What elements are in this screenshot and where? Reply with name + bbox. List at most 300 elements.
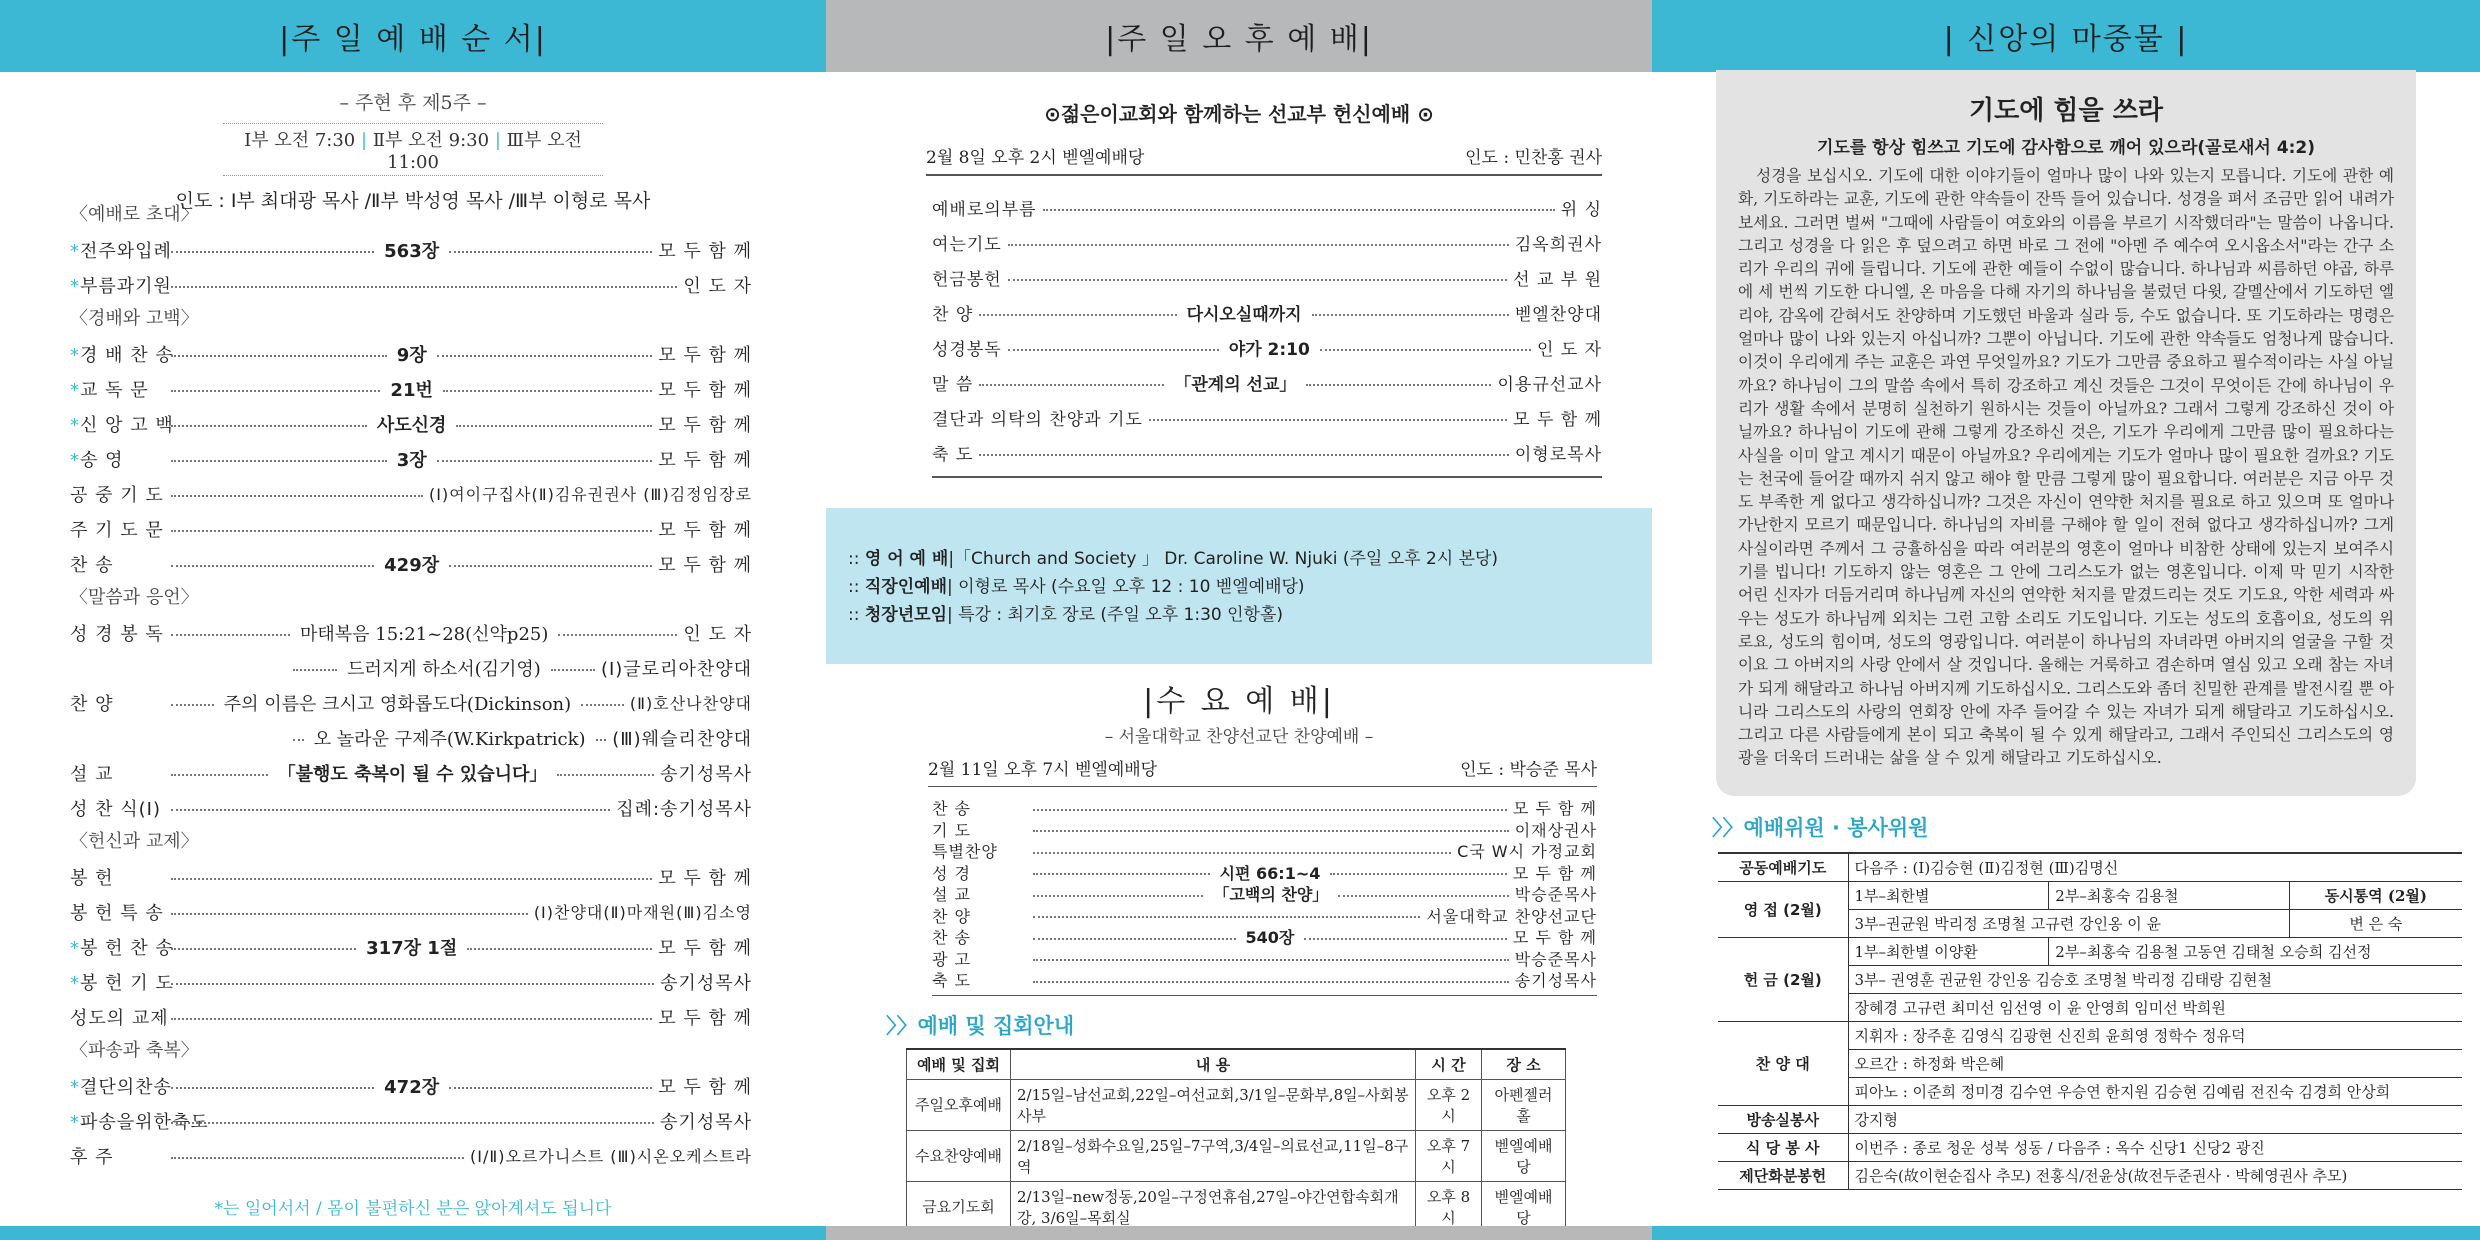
volunteer-cell: 강지형 xyxy=(1848,1106,2462,1134)
guide-col-header: 시 간 xyxy=(1416,1049,1482,1080)
guide-cell: 아펜젤러홀 xyxy=(1482,1079,1566,1130)
service-leaders: 인도 : Ⅰ부 최대광 목사 /Ⅱ부 박성영 목사 /Ⅲ부 이형로 목사 xyxy=(175,190,651,212)
order-row xyxy=(70,1138,752,1173)
order-row xyxy=(70,371,752,406)
leader-dots xyxy=(979,384,1164,386)
program-label: 찬 양 xyxy=(932,906,971,926)
order-label xyxy=(70,551,165,577)
leader-dots xyxy=(1033,852,1451,854)
leader-dots xyxy=(171,878,652,880)
program-detail: 다시오실때까지 xyxy=(1183,300,1306,325)
program-row xyxy=(932,295,1602,330)
program-row xyxy=(932,435,1602,470)
leader-dots xyxy=(449,251,652,253)
leader-dots xyxy=(171,565,374,567)
announcement-key: 영 어 예 배 xyxy=(864,549,949,569)
required-mark: * xyxy=(70,344,80,366)
program-leader: 송기성목사 xyxy=(1514,971,1597,991)
required-mark: * xyxy=(70,937,80,959)
program-leader: 선 교 부 원 xyxy=(1513,270,1602,290)
guide-cell: 수요찬양예배 xyxy=(907,1130,1011,1181)
order-row xyxy=(70,406,752,441)
order-row xyxy=(70,336,752,371)
mission-date: 2월 8일 오후 2시 벧엘예배당 xyxy=(926,148,1145,168)
program-row xyxy=(932,819,1597,841)
leader-dots xyxy=(1008,244,1509,246)
order-label-text: 송 영 xyxy=(80,449,124,471)
program-label: 특별찬양 xyxy=(932,842,998,862)
section-label: 〈파송과 축복〉 xyxy=(70,1040,199,1061)
wednesday-title: |수 요 예 배| xyxy=(1143,684,1335,719)
order-label xyxy=(70,864,165,890)
program-leader: 이용규선교사 xyxy=(1497,375,1603,395)
leader-dots xyxy=(171,948,356,950)
order-leader: 모 두 함 께 xyxy=(658,1007,752,1029)
order-detail: 마태복음 15:21~28(신약p25) xyxy=(296,620,552,646)
order-detail: 사도신경 xyxy=(373,411,451,437)
program-leader: 모 두 함 께 xyxy=(1513,410,1602,430)
guide-cell: 주일오후예배 xyxy=(907,1079,1011,1130)
leader-dots xyxy=(443,390,652,392)
required-mark: * xyxy=(70,379,80,401)
order-label-text: 전주와입례 xyxy=(80,240,172,262)
volunteer-title: 〉〉예배위원 · 봉사위원 xyxy=(1712,816,1929,840)
order-leader: 인 도 자 xyxy=(683,275,752,297)
order-label-text: 파송을위한축도 xyxy=(80,1111,209,1133)
leader-dots xyxy=(171,1087,374,1089)
program-row xyxy=(932,840,1597,862)
program-detail: 540장 xyxy=(1242,925,1299,948)
guide-col-header: 내 용 xyxy=(1011,1049,1416,1080)
order-leader: 모 두 함 께 xyxy=(658,414,752,436)
guide-cell: 오후 2시 xyxy=(1416,1079,1482,1130)
order-leader: 모 두 함 께 xyxy=(658,867,752,889)
program-label: 결단과 의탁의 찬양과 기도 xyxy=(932,410,1143,430)
sunday-order-header: |주 일 예 배 순 서| xyxy=(0,0,826,72)
program-label: 성경봉독 xyxy=(932,340,1002,360)
time-1: Ⅰ부 오전 7:30 xyxy=(244,130,356,151)
volunteer-row xyxy=(1718,1162,2462,1190)
order-label-text: 신 앙 고 백 xyxy=(80,414,174,436)
service-announcement xyxy=(848,600,1652,628)
devotional-verse: 기도를 항상 힘쓰고 기도에 감사함으로 깨어 있으라(골로새서 4:2) xyxy=(1817,138,2315,158)
required-mark: * xyxy=(70,275,80,297)
order-leader: (Ⅰ/Ⅱ)오르가니스트 (Ⅲ)시온오케스트라 xyxy=(470,1147,752,1166)
program-leader: C국 W시 가정교회 xyxy=(1457,842,1597,862)
program-label: 축 도 xyxy=(932,971,971,991)
leader-dots xyxy=(1008,349,1219,351)
order-label xyxy=(70,237,172,263)
time-2: Ⅱ부 오전 9:30 xyxy=(372,130,490,151)
leader-dots xyxy=(1033,916,1420,918)
guide-cell: 금요기도회 xyxy=(907,1181,1011,1232)
order-label xyxy=(70,516,165,542)
volunteer-row xyxy=(1718,1022,2462,1050)
guide-body xyxy=(907,1079,1566,1232)
program-row xyxy=(932,330,1602,365)
order-leader: 모 두 함 께 xyxy=(658,937,753,959)
program-label: 여는기도 xyxy=(932,235,1002,255)
program-leader: 김옥희권사 xyxy=(1514,235,1602,255)
program-label: 성 경 xyxy=(932,863,971,883)
program-row xyxy=(932,883,1597,905)
leader-dots xyxy=(171,460,387,462)
order-leader: (Ⅲ)웨슬리찬양대 xyxy=(612,728,753,750)
volunteer-cell: 1부–최한별 xyxy=(1848,882,2049,910)
wednesday-leader: 인도 : 박승준 목사 xyxy=(1460,760,1597,780)
order-detail: 429장 xyxy=(380,551,443,577)
order-label-text: 찬 송 xyxy=(70,554,114,576)
guide-cell: 오후 7시 xyxy=(1416,1130,1482,1181)
order-leader: (Ⅱ)호산나찬양대 xyxy=(629,694,752,713)
order-label-text: 봉 헌 특 송 xyxy=(70,902,164,924)
program-rule xyxy=(932,476,1602,478)
order-label-text: 성 경 봉 독 xyxy=(70,623,164,645)
order-leader: 인 도 자 xyxy=(683,623,752,645)
volunteer-cell: 2부–최홍숙 김용철 고동연 김태철 오승희 김선정 xyxy=(2049,938,2462,966)
order-label-text: 공 중 기 도 xyxy=(70,484,164,506)
leader-dots xyxy=(1312,314,1509,316)
order-row xyxy=(70,546,752,581)
order-label-text: 후 주 xyxy=(70,1146,114,1168)
volunteer-cell: 장혜경 고규련 최미선 임선영 이 윤 안영희 임미선 박희원 xyxy=(1848,994,2462,1022)
sunday-order-panel xyxy=(0,0,826,1240)
program-leader: 서울대학교 찬양선교단 xyxy=(1426,906,1597,926)
guide-row xyxy=(907,1130,1566,1181)
mission-service xyxy=(826,72,1652,508)
order-detail: 3장 xyxy=(393,446,431,472)
program-label: 예배로의부름 xyxy=(932,200,1037,220)
program-leader: 모 두 함 께 xyxy=(1512,799,1597,819)
program-label: 헌금봉헌 xyxy=(932,270,1002,290)
announcement-key: 직장인예배 xyxy=(864,577,947,597)
order-label-text: 봉 헌 찬 송 xyxy=(80,937,174,959)
leader-dots xyxy=(1033,830,1509,832)
leader-dots xyxy=(557,774,654,776)
guide-cell: 오후 8시 xyxy=(1416,1181,1482,1232)
service-announcement xyxy=(848,544,1652,572)
program-row xyxy=(932,797,1597,819)
leader-dots xyxy=(1330,873,1507,875)
order-row xyxy=(70,615,752,650)
order-row xyxy=(70,267,752,302)
order-leader: 송기성목사 xyxy=(660,972,752,994)
order-row xyxy=(70,790,752,825)
guide-row xyxy=(907,1079,1566,1130)
announcement-text: | 이형로 목사 (수요일 오후 12 : 10 벧엘예배당) xyxy=(947,577,1305,597)
devotional-panel xyxy=(1652,0,2480,1240)
program-row xyxy=(932,948,1597,970)
program-row xyxy=(932,190,1602,225)
program-label: 말 씀 xyxy=(932,375,974,395)
order-label xyxy=(70,1073,172,1099)
order-row-continued xyxy=(70,720,752,755)
order-leader: (Ⅰ)찬양대(Ⅱ)마재원(Ⅲ)김소영 xyxy=(533,903,752,922)
guide-cell: 2/15일–남선교회,22일–여선교회,3/1일–문화부,8일–사회봉사부 xyxy=(1011,1079,1416,1130)
volunteer-role: 헌 금 (2월) xyxy=(1718,938,1848,1022)
required-mark: * xyxy=(70,1076,80,1098)
order-label-text: 찬 양 xyxy=(70,693,114,715)
program-leader: 인 도 자 xyxy=(1536,340,1603,360)
leader-dots xyxy=(437,460,653,462)
order-label xyxy=(70,411,174,437)
guide-col-header: 예배 및 집회 xyxy=(907,1049,1011,1080)
leader-dots xyxy=(1304,938,1507,940)
volunteer-table xyxy=(1718,852,2462,1190)
order-label xyxy=(70,795,165,821)
order-row-continued xyxy=(70,650,752,685)
time-sep: | xyxy=(361,130,368,151)
volunteer-cell: 동시통역 (2월) xyxy=(2289,882,2462,910)
leader-dots xyxy=(171,1122,654,1124)
order-label-text: 봉 헌 기 도 xyxy=(80,972,174,994)
required-mark: * xyxy=(70,240,80,262)
standing-note: *는 일어서서 / 몸이 불편하신 분은 앉아계셔도 됩니다 xyxy=(214,1199,612,1219)
volunteer-role: 제단화분봉헌 xyxy=(1718,1162,1848,1190)
guide-cell: 2/13일–new정동,20일–구정연휴쉼,27일–야간연합속회개강, 3/6일–목회실 xyxy=(1011,1181,1416,1232)
order-detail: 오 놀라운 구제주(W.Kirkpatrick) xyxy=(310,725,590,751)
required-mark: * xyxy=(70,972,80,994)
volunteer-row xyxy=(1718,882,2462,910)
devotional-header: | 신앙의 마중물 | xyxy=(1652,0,2480,72)
leader-dots xyxy=(171,913,528,915)
leader-dots xyxy=(1008,279,1507,281)
program-label: 축 도 xyxy=(932,445,974,465)
program-row xyxy=(932,926,1597,948)
order-label-text: 설 교 xyxy=(70,763,114,785)
program-leader: 이재상권사 xyxy=(1514,820,1597,840)
wednesday-date: 2월 11일 오후 7시 벧엘예배당 xyxy=(928,760,1158,780)
program-leader: 위 싱 xyxy=(1560,200,1602,220)
leader-dots xyxy=(979,314,1176,316)
devotional-body: 성경을 보십시오. 기도에 대한 이야기들이 얼마나 많이 나와 있는지 모릅니다. 기도에 관한 예화, 기도하라는 교훈, 기도에 관한 약속들이 잔뜩 들어 있습니다. 성경을 펴서 조금만 읽어 내려가 보세요. 그러면 벌써 "그때에 사람들이 여호와의 이름을 부르기 시작했더라"는 말씀이 나옵니다. 그리고 성경을 다 읽은 후 덮으려고 하면 바로 그 전에 "아멘 주 예수여 오시옵소서"라는 간구 소리가 우리의 귀에 들립니다. 기도에 관한 예들이 수없이 많습니다. 하나님과 씨름하던 야곱, 하루에 세 번씩 기도한 다니엘, 온 마음을 다해 자기의 하나님을 불렀던 다윗, 갈멜산에서 기도하던 엘리야, 감옥에 갇혀서도 찬양하며 기도했던 바울과 실라 등, 수도 없습니다. 또 기도하라는 명령은 얼마나 많이 나와 있는지 아십니까? 그뿐이 아닙니다. 기도에 관한 약속들도 엄청나게 많습니다. 이것이 우리에게 주는 교훈은 과연 무엇일까요? 기도가 그만큼 중요하고 필수적이라는 사실 아닐까요? 하나님이 그의 말씀 속에서 특히 강조하고 계신 것들은 그것이 무엇이든 간에 하나님이 우리가 생활 속에서 분명히 실천하기 원하시는 것들이 아닐까요? 그래서 그렇게 강조하신 것이 아닐까요? 하나님이 기도에 관해 그렇게 강조하신 것은, 기도가 우리에게 그만큼 많이 필요하다는 사실을 이미 알고 계시기 때문이 아닐까요? 우리에게는 기도가 얼마나 많이 필요한 걸까요? 기도는 천국에 들어갈 때까지 쉬지 않고 해야 할 만큼 그렇게 많이 필요합니다. 여러분은 지금 아무 것도 부족한 게 없다고 생각하십니까? 그것은 자신이 연약한 처지를 필요로 하고 있으며 또 얼마나 가난한지 모르기 때문입니다. 하나님의 자비를 구해야 할 일이 전혀 없다고 생각하십니까? 그게 사실이라면 주께서 그 긍휼하심을 따라 여러분의 영혼이 얼마나 비참한 상태에 있는지 보여주시기를 빕니다! 기도하지 않는 영혼은 그 안에 그리스도가 없는 영혼입니다. 이제 막 믿기 시작한 어린 신자가 더듬거리며 하나님께 자신의 연약한 처지를 맡겼드리는 것도 기도요, 악한 세력과 싸우는 성도가 하나님께 외치는 그런 고함 소리도 기도입니다. 기도는 성도의 호흡이요, 성도의 위로요, 성도의 힘이며, 성도의 영광입니다. 여러분이 하나님의 자녀라면 아버지의 얼굴을 구할 것이요 그 아버지의 사랑 안에서 살 것입니다. 올해는 거룩하고 겸손하며 열심 있고 오래 참는 자녀가 되게 해달라고 하나님 아버지께 기도하십시오. 그리스도와 좀더 친밀한 관계를 발전시킬 뿐 아니라 그리스도의 사랑의 연회장 안에 자주 들어갈 수 있는 자녀가 되게 해달라고 기도하십시오. 그리고 다른 사람들에게 본이 되고 축복이 될 수 있게 해달라고, 그래서 주인되신 그리스도의 영광을 더욱더 드러내는 삶을 살 수 있게 해달라고 기도하십시오. xyxy=(1738,166,2394,768)
leader-dots xyxy=(596,739,607,741)
announcement-prefix: :: xyxy=(848,549,860,569)
order-detail: 563장 xyxy=(380,237,443,263)
program-leader: 이형로목사 xyxy=(1514,445,1602,465)
leader-dots xyxy=(449,565,652,567)
order-leader: 송기성목사 xyxy=(660,763,752,785)
program-row xyxy=(932,260,1602,295)
week-subtitle: – 주현 후 제5주 – xyxy=(339,92,487,114)
volunteer-cell: 다음주 : (Ⅰ)김승현 (Ⅱ)김정현 (Ⅲ)김명신 xyxy=(1848,853,2462,882)
leader-dots xyxy=(437,355,653,357)
other-services-band xyxy=(826,508,1652,664)
afternoon-header: |주 일 오 후 예 배| xyxy=(826,0,1652,72)
order-label xyxy=(70,376,165,402)
leader-dots xyxy=(171,704,214,706)
mission-leader: 인도 : 민찬홍 권사 xyxy=(1465,148,1602,168)
leader-dots xyxy=(1033,938,1236,940)
order-row xyxy=(70,894,752,929)
order-label xyxy=(70,481,165,507)
program-label: 찬 송 xyxy=(932,799,971,819)
order-leader: (Ⅰ)글로리아찬양대 xyxy=(600,658,753,680)
leader-dots xyxy=(171,983,654,985)
section-label: 〈말씀과 응언〉 xyxy=(70,587,199,608)
order-label xyxy=(70,620,165,646)
devotional-title: 기도에 힘을 쓰라 xyxy=(1969,96,2163,126)
wednesday-program xyxy=(932,797,1597,996)
leader-dots xyxy=(171,286,677,288)
order-leader: 모 두 함 께 xyxy=(658,379,752,401)
order-detail: 「불행도 축복이 될 수 있습니다」 xyxy=(274,760,552,786)
guide-cell: 벧엘예배당 xyxy=(1482,1181,1566,1232)
order-row xyxy=(70,1103,752,1138)
program-row xyxy=(932,905,1597,927)
order-label xyxy=(70,899,165,925)
order-row xyxy=(70,755,752,790)
leader-dots xyxy=(1033,981,1509,983)
guide-table xyxy=(906,1048,1566,1233)
footer-bar xyxy=(0,1226,826,1240)
order-detail: 주의 이름은 크시고 영화롭도다(Dickinson) xyxy=(220,690,575,716)
program-leader: 박승준목사 xyxy=(1514,885,1598,905)
volunteer-row xyxy=(1718,1134,2462,1162)
leader-dots xyxy=(558,634,677,636)
program-leader: 모 두 함 께 xyxy=(1512,863,1598,883)
program-label: 기 도 xyxy=(932,820,971,840)
leader-dots xyxy=(1338,895,1508,897)
order-label xyxy=(70,969,174,995)
order-detail: 472장 xyxy=(380,1073,443,1099)
program-row xyxy=(932,400,1602,435)
order-row xyxy=(70,441,752,476)
footer-bar xyxy=(1652,1226,2480,1240)
order-row xyxy=(70,859,752,894)
order-row xyxy=(70,999,752,1034)
program-detail: 「관계의 선교」 xyxy=(1170,370,1300,395)
volunteer-role: 방송실봉사 xyxy=(1718,1106,1848,1134)
volunteer-row xyxy=(1718,1106,2462,1134)
order-leader: (Ⅰ)여이구집사(Ⅱ)김유권권사 (Ⅲ)김정임장로 xyxy=(428,485,752,504)
volunteer-cell: 3부– 권영훈 권균원 강인옹 김승호 조명철 박리정 김태랑 김현철 xyxy=(1848,966,2462,994)
program-leader: 박승준목사 xyxy=(1514,949,1597,969)
leader-dots xyxy=(171,1018,652,1020)
order-label xyxy=(70,760,165,786)
time-sep: | xyxy=(494,130,501,151)
order-leader: 모 두 함 께 xyxy=(658,519,752,541)
volunteer-role: 찬 양 대 xyxy=(1718,1022,1848,1106)
leader-dots xyxy=(1033,873,1210,875)
order-list xyxy=(70,198,752,1173)
section-label: 〈경배와 고백〉 xyxy=(70,308,199,329)
order-leader: 모 두 함 께 xyxy=(658,1076,752,1098)
volunteer-role: 식 당 봉 사 xyxy=(1718,1134,1848,1162)
order-label-text: 교 독 문 xyxy=(80,379,149,401)
required-mark: * xyxy=(70,449,80,471)
service-times xyxy=(223,123,603,176)
order-label-text: 성도의 교제 xyxy=(70,1007,169,1029)
footer-bar xyxy=(826,1226,1652,1240)
leader-dots xyxy=(456,425,652,427)
order-leader: 집례:송기성목사 xyxy=(616,798,752,820)
order-row xyxy=(70,929,752,964)
order-label xyxy=(70,446,165,472)
order-label-text: 주 기 도 문 xyxy=(70,519,164,541)
order-row xyxy=(70,476,752,511)
announcement-text: | 특강 : 최기호 장로 (주일 오후 1:30 인항홀) xyxy=(947,605,1284,625)
volunteer-cell: 1부–최한별 이양환 xyxy=(1848,938,2049,966)
leader-dots xyxy=(171,495,423,497)
order-row xyxy=(70,1068,752,1103)
volunteer-cell: 오르간 : 하정화 박은혜 xyxy=(1848,1050,2462,1078)
order-label-text: 봉 헌 xyxy=(70,867,114,889)
section-label: 〈헌신과 교제〉 xyxy=(70,831,199,852)
order-label-text: 결단의찬송 xyxy=(80,1076,172,1098)
program-row xyxy=(932,862,1597,884)
leader-dots xyxy=(171,634,290,636)
guide-row xyxy=(907,1181,1566,1232)
announcement-prefix: :: xyxy=(848,577,860,597)
order-label xyxy=(70,934,174,960)
volunteer-row xyxy=(1718,853,2462,882)
leader-dots xyxy=(293,669,337,671)
mission-info xyxy=(926,143,1602,176)
program-detail: 「고백의 찬양」 xyxy=(1209,882,1332,905)
program-leader: 모 두 함 께 xyxy=(1512,928,1598,948)
order-leader: 모 두 함 께 xyxy=(658,554,752,576)
order-row xyxy=(70,685,752,720)
wednesday-service xyxy=(826,664,1652,1226)
leader-dots xyxy=(1033,809,1507,811)
volunteer-cell: 지휘자 : 장주훈 김영식 김광현 신진희 윤희영 정학수 정유덕 xyxy=(1848,1022,2462,1050)
required-mark: * xyxy=(70,414,80,436)
program-leader: 벧엘찬양대 xyxy=(1514,305,1602,325)
volunteer-cell: 2부–최홍숙 김용철 xyxy=(2049,882,2289,910)
leader-dots xyxy=(171,1157,464,1159)
leader-dots xyxy=(1320,349,1531,351)
leader-dots xyxy=(171,355,387,357)
afternoon-panel xyxy=(826,0,1652,1240)
leader-dots xyxy=(171,774,268,776)
announcement-text: |「Church and Society 」 Dr. Caroline W. Njuki (주일 오후 2시 본당) xyxy=(948,549,1499,569)
leader-dots xyxy=(581,704,624,706)
leader-dots xyxy=(293,739,304,741)
leader-dots xyxy=(171,809,610,811)
leader-dots xyxy=(1033,959,1509,961)
volunteer-cell: 변 은 숙 xyxy=(2289,910,2462,938)
program-label: 찬 송 xyxy=(932,928,971,948)
order-label xyxy=(70,690,165,716)
program-rule xyxy=(932,995,1597,996)
order-leader: 모 두 함 께 xyxy=(658,344,753,366)
leader-dots xyxy=(1306,384,1491,386)
order-label-text: 성 찬 식(Ⅰ) xyxy=(70,798,161,820)
order-detail: 317장 1절 xyxy=(362,934,461,960)
guide-cell: 2/18일–성화수요일,25일–7구역,3/4일–의료선교,11일–8구역 xyxy=(1011,1130,1416,1181)
order-label xyxy=(70,1143,165,1169)
leader-dots xyxy=(171,390,380,392)
program-row xyxy=(932,365,1602,400)
leader-dots xyxy=(1149,419,1507,421)
leader-dots xyxy=(171,530,652,532)
leader-dots xyxy=(551,669,595,671)
order-label xyxy=(70,1004,169,1030)
leader-dots xyxy=(1033,895,1203,897)
section-label: 〈예배로 초대〉 xyxy=(70,204,199,225)
leader-dots xyxy=(171,425,367,427)
order-label-text: 경 배 찬 송 xyxy=(80,344,174,366)
order-label xyxy=(70,272,172,298)
volunteer-cell: 피아노 : 이준희 정미경 김수연 우승연 한지원 김승현 김예림 전진숙 김경희 안상희 xyxy=(1848,1078,2462,1106)
order-row xyxy=(70,232,752,267)
leader-dots xyxy=(1043,209,1555,211)
volunteer-role: 공동예배기도 xyxy=(1718,853,1848,882)
devotional-box xyxy=(1716,70,2416,796)
announcement-key: 청장년모임 xyxy=(864,605,947,625)
guide-cell: 벧엘예배당 xyxy=(1482,1130,1566,1181)
